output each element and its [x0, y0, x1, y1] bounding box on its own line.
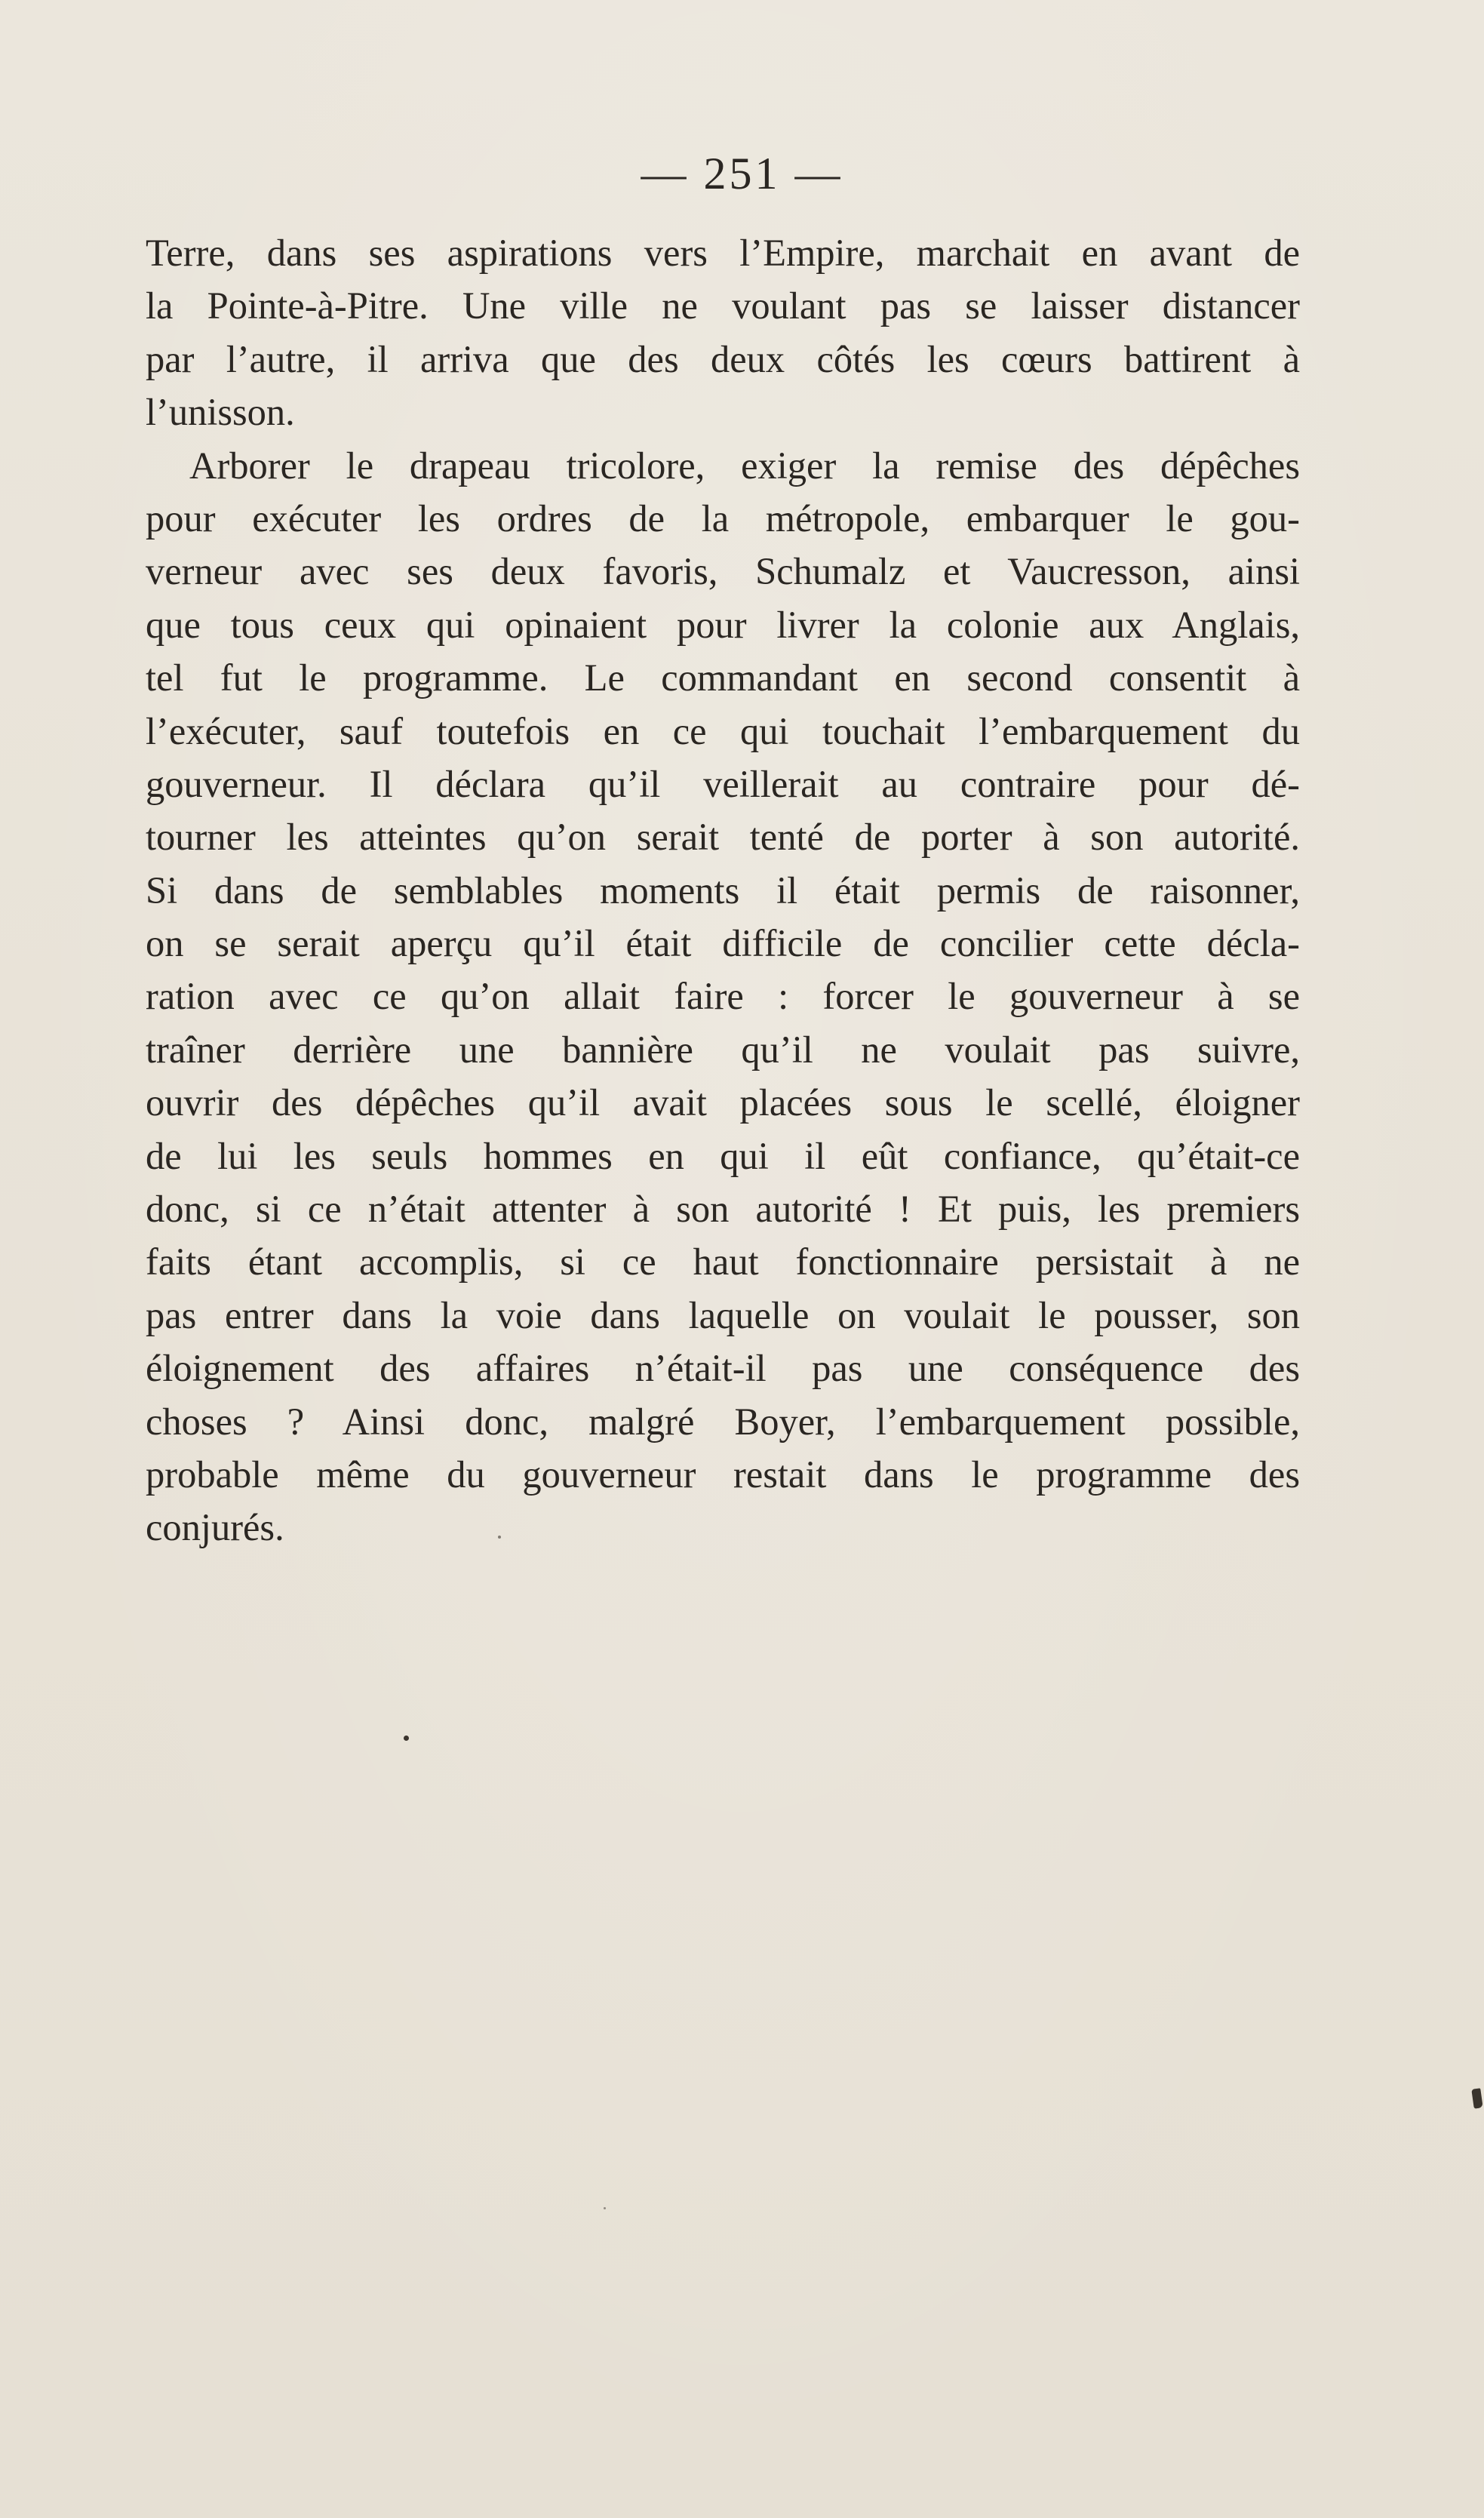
text-line: la Pointe-à-Pitre. Une ville ne voulant pas se laisser distancer — [146, 284, 1300, 327]
text-line: ration avec ce qu’on allait faire : forcer le gouverneur à se — [146, 975, 1300, 1018]
text-line: éloignement des affaires n’était-il pas une conséquence des — [146, 1347, 1300, 1390]
text-line: choses ? Ainsi donc, malgré Boyer, l’embarquement possible, — [146, 1400, 1300, 1443]
ink-speck — [404, 1736, 409, 1741]
text-line: Arborer le drapeau tricolore, exiger la remise des dépêches — [189, 444, 1300, 487]
text-line: tourner les atteintes qu’on serait tenté de porter à son autorité. — [146, 816, 1300, 859]
body-text — [146, 226, 1300, 1554]
text-line: verneur avec ses deux favoris, Schumalz et Vaucresson, ainsi — [146, 550, 1300, 593]
text-line: donc, si ce n’était attenter à son autorité ! Et puis, les premiers — [146, 1188, 1300, 1231]
text-line: ouvrir des dépêches qu’il avait placées sous le scellé, éloigner — [146, 1081, 1300, 1124]
ink-speck — [604, 2207, 606, 2209]
text-line: conjurés. — [146, 1506, 284, 1549]
text-line: l’unisson. — [146, 391, 295, 434]
text-line: gouverneur. Il déclara qu’il veillerait au contraire pour dé- — [146, 762, 1300, 805]
page-number: — 251 — — [641, 149, 843, 198]
text-line: par l’autre, il arriva que des deux côtés les cœurs battirent à — [146, 337, 1300, 380]
page-edge-mark — [1471, 2088, 1483, 2108]
ink-speck — [498, 1536, 501, 1539]
text-line: traîner derrière une bannière qu’il ne voulait pas suivre, — [146, 1028, 1300, 1071]
text-line: l’exécuter, sauf toutefois en ce qui touchait l’embarquement du — [146, 709, 1300, 752]
text-line: que tous ceux qui opinaient pour livrer la colonie aux Anglais, — [146, 603, 1300, 646]
text-line: pour exécuter les ordres de la métropole, embarquer le gou- — [146, 497, 1300, 540]
text-line: Si dans de semblables moments il était permis de raisonner, — [146, 869, 1300, 912]
text-line: on se serait aperçu qu’il était difficile de concilier cette décla- — [146, 922, 1300, 965]
text-line: faits étant accomplis, si ce haut fonctionnaire persistait à ne — [146, 1241, 1300, 1284]
text-line: tel fut le programme. Le commandant en second consentit à — [146, 656, 1300, 699]
text-line: de lui les seuls hommes en qui il eût confiance, qu’était-ce — [146, 1134, 1300, 1177]
text-line: pas entrer dans la voie dans laquelle on voulait le pousser, son — [146, 1293, 1300, 1336]
text-line: Terre, dans ses aspirations vers l’Empire, marchait en avant de — [146, 232, 1300, 274]
text-line: probable même du gouverneur restait dans le programme des — [146, 1453, 1300, 1496]
